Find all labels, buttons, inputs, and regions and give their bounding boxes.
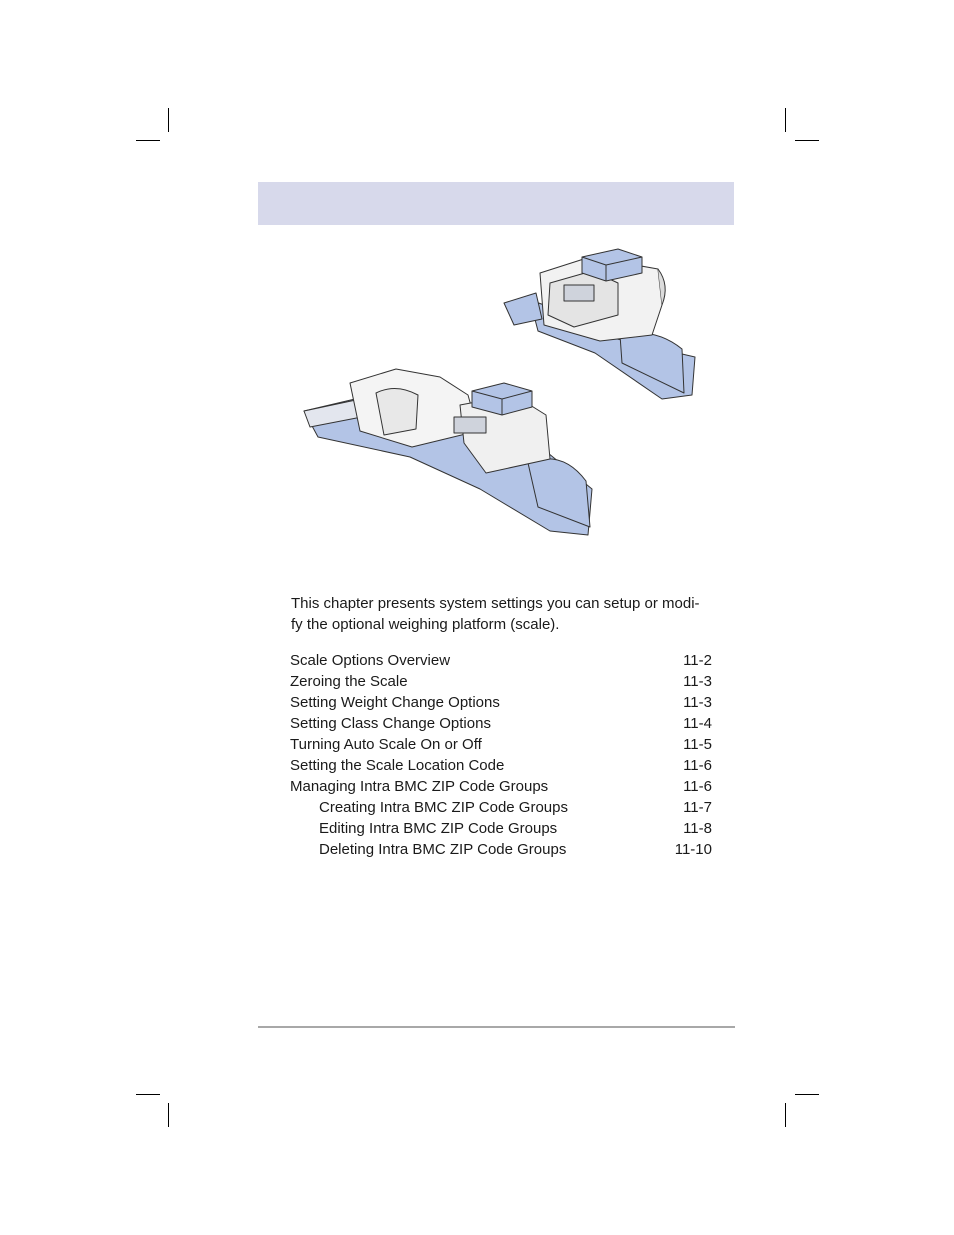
chapter-header-bar — [258, 182, 734, 225]
crop-mark-bottom-left-vertical — [168, 1103, 169, 1127]
toc-entry-page: 11-3 — [683, 694, 712, 711]
toc-entry-page: 11-6 — [683, 778, 712, 795]
meter-large-graphic — [304, 369, 592, 535]
meter-small-graphic — [504, 249, 695, 399]
toc-entry-turning-auto-scale-on-or-off[interactable] — [290, 734, 712, 755]
toc-entry-title: Scale Options Overview — [290, 652, 451, 669]
postage-meter-illustration — [300, 245, 710, 540]
intro-line-2: fy the optional weighing platform (scale). — [291, 616, 560, 633]
toc-entry-setting-class-change-options[interactable] — [290, 713, 712, 734]
toc-entry-title: Setting Class Change Options — [290, 715, 491, 732]
toc-entry-setting-weight-change-options[interactable] — [290, 692, 712, 713]
intro-line-1: This chapter presents system settings you can setup or modi- — [291, 595, 700, 612]
toc-entry-creating-intra-bmc-zip-code-groups[interactable] — [290, 797, 712, 818]
chapter-intro-paragraph — [291, 593, 721, 635]
footer-rule — [258, 1026, 735, 1028]
toc-entry-title: Zeroing the Scale — [290, 673, 408, 690]
toc-entry-scale-options-overview[interactable] — [290, 650, 712, 671]
toc-entry-page: 11-3 — [683, 673, 712, 690]
toc-entry-page: 11-6 — [683, 757, 712, 774]
toc-entry-title: Editing Intra BMC ZIP Code Groups — [319, 820, 558, 837]
toc-entry-title: Managing Intra BMC ZIP Code Groups — [290, 778, 549, 795]
toc-entry-page: 11-7 — [683, 799, 712, 816]
table-of-contents — [290, 650, 712, 860]
crop-mark-top-right-horizontal — [795, 140, 819, 141]
toc-entry-page: 11-2 — [683, 652, 712, 669]
crop-mark-top-left-horizontal — [136, 140, 160, 141]
toc-entry-title: Setting the Scale Location Code — [290, 757, 505, 774]
toc-entry-deleting-intra-bmc-zip-code-groups[interactable] — [290, 839, 712, 860]
toc-entry-title: Turning Auto Scale On or Off — [290, 736, 482, 753]
toc-entry-editing-intra-bmc-zip-code-groups[interactable] — [290, 818, 712, 839]
toc-entry-page: 11-10 — [674, 841, 712, 858]
toc-entry-page: 11-4 — [683, 715, 712, 732]
toc-entry-title: Creating Intra BMC ZIP Code Groups — [319, 799, 568, 816]
toc-entry-title: Deleting Intra BMC ZIP Code Groups — [319, 841, 567, 858]
crop-mark-bottom-left-horizontal — [136, 1094, 160, 1095]
toc-entry-managing-intra-bmc-zip-code-groups[interactable] — [290, 776, 712, 797]
toc-entry-page: 11-5 — [683, 736, 712, 753]
toc-entry-setting-the-scale-location-code[interactable] — [290, 755, 712, 776]
toc-entry-title: Setting Weight Change Options — [290, 694, 500, 711]
toc-entry-zeroing-the-scale[interactable] — [290, 671, 712, 692]
crop-mark-top-right-vertical — [785, 108, 786, 132]
toc-entry-page: 11-8 — [683, 820, 712, 837]
crop-mark-bottom-right-horizontal — [795, 1094, 819, 1095]
crop-mark-top-left-vertical — [168, 108, 169, 132]
crop-mark-bottom-right-vertical — [785, 1103, 786, 1127]
